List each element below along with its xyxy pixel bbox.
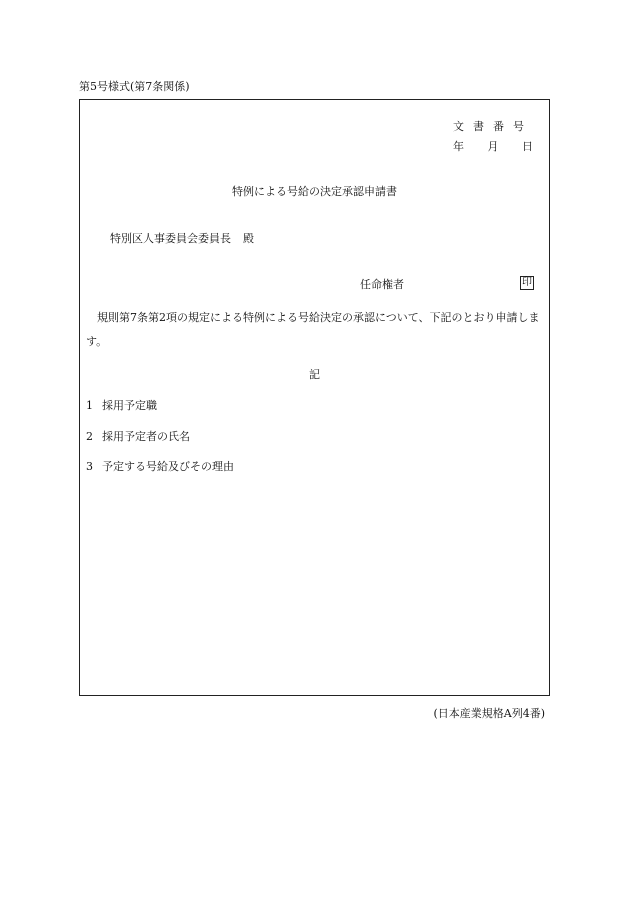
addressee-suffix: 殿: [243, 232, 254, 245]
list-item: [86, 460, 234, 474]
form-number: 第5号様式(第7条関係): [79, 80, 190, 93]
date-year-label: 年: [453, 140, 464, 153]
addressee: [110, 232, 254, 246]
list-item: [86, 399, 157, 413]
paper-size-note: (日本産業規格A列4番): [433, 707, 545, 720]
list-item-label: 予定する号給及びその理由: [102, 460, 234, 473]
list-item-number: 1: [86, 399, 93, 412]
document-title: 特例による号給の決定承認申請書: [232, 185, 397, 198]
ki-heading: 記: [309, 368, 320, 381]
list-item-label: 採用予定者の氏名: [102, 430, 190, 443]
list-item-number: 2: [86, 430, 93, 443]
list-item: [86, 430, 190, 444]
date-day-label: 日: [522, 140, 533, 153]
document-number-label: 文書番号: [453, 120, 533, 133]
date-month-label: 月: [487, 140, 499, 153]
body-text: 規則第7条第2項の規定による特例による号給決定の承認について、下記のとおり申請します。: [86, 311, 540, 348]
date-line: [453, 140, 533, 154]
appointer-label: 任命権者: [360, 278, 404, 291]
list-item-label: 採用予定職: [102, 399, 157, 412]
list-item-number: 3: [86, 460, 93, 473]
form-frame: [79, 99, 550, 696]
seal-mark: 印: [522, 277, 532, 288]
addressee-name: 特別区人事委員会委員長: [110, 232, 231, 245]
